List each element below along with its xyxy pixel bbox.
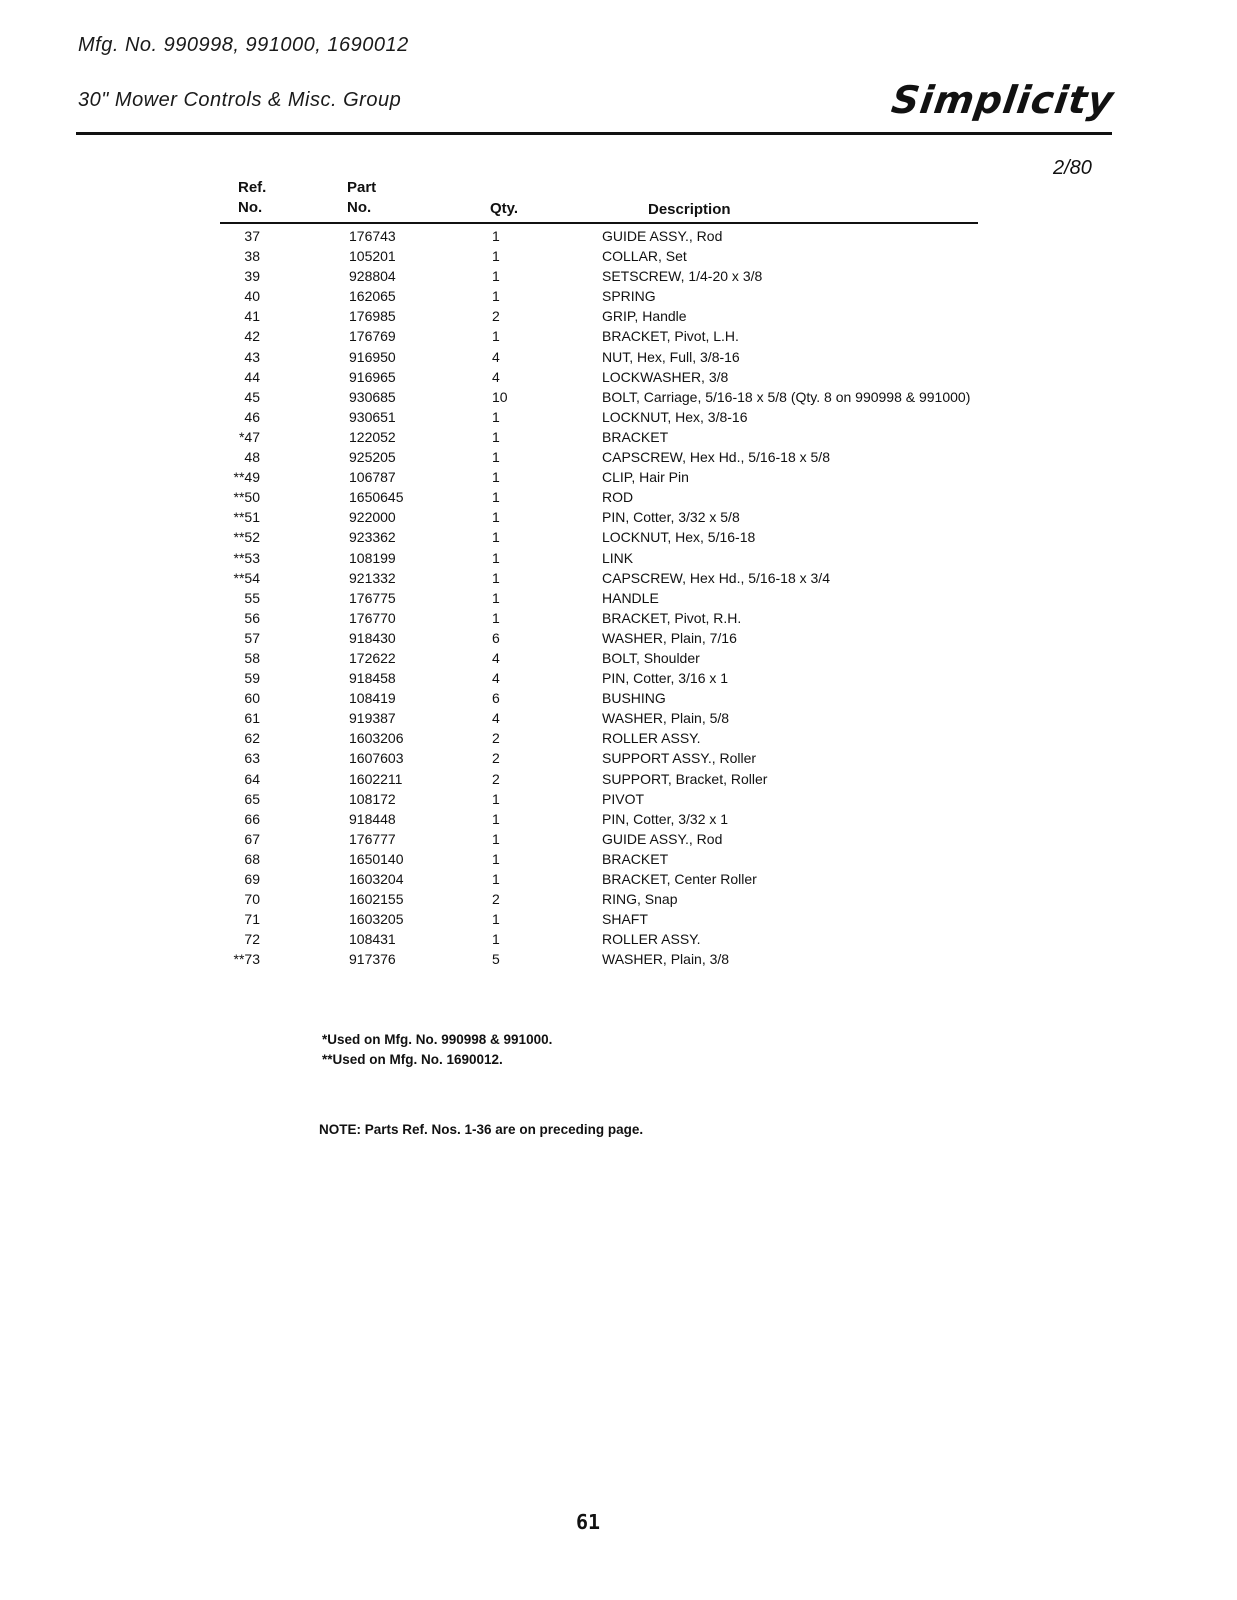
table-row [0,769,1237,789]
qty-cell: 1 [492,428,500,445]
table-header-rule [220,222,978,224]
qty-cell: 4 [492,670,500,687]
header-rule [76,132,1112,135]
part-no-cell: 122052 [349,428,396,445]
qty-cell: 1 [492,529,500,546]
description-cell: BUSHING [602,690,666,707]
table-row [0,326,1237,346]
table-row [0,869,1237,889]
qty-cell: 1 [492,871,500,887]
mfg-number-line: Mfg. No. 990998, 991000, 1690012 [78,34,409,56]
table-row [0,809,1237,829]
ref-no-cell: 64 [244,770,260,787]
table-row [0,347,1237,367]
description-cell: BRACKET [602,850,669,867]
part-header-line2: No. [347,199,372,216]
description-cell: PIVOT [602,790,645,807]
ref-no-cell: 59 [244,670,260,687]
description-cell: SETSCREW, 1/4-20 x 3/8 [602,268,763,285]
description-cell: BRACKET, Pivot, R.H. [602,609,742,626]
table-row [0,447,1237,467]
group-title: 30" Mower Controls & Misc. Group [78,89,402,111]
table-row [0,568,1237,588]
qty-cell: 1 [492,408,500,425]
part-no-cell: 1603205 [349,911,404,928]
table-row [0,387,1237,407]
part-no-cell: 176770 [349,609,396,626]
description-cell: BOLT, Carriage, 5/16-18 x 5/8 (Qty. 8 on 990998 & 991000) [602,388,971,405]
qty-cell: 2 [492,730,500,747]
qty-cell: 1 [492,931,500,948]
qty-cell: 4 [492,649,500,666]
table-row [0,688,1237,708]
description-cell: COLLAR, Set [602,248,687,265]
ref-no-cell: 69 [244,871,260,887]
qty-cell: 1 [492,830,500,847]
qty-cell: 4 [492,368,500,385]
ref-no-cell: 46 [244,408,260,425]
qty-cell: 1 [492,549,500,566]
qty-cell: 1 [492,248,500,265]
description-cell: SPRING [602,288,656,305]
page-number: 61 [576,1510,601,1534]
qty-cell: 2 [492,308,500,325]
description-cell: NUT, Hex, Full, 3/8-16 [602,348,740,365]
part-no-cell: 922000 [349,509,396,526]
description-cell: SUPPORT, Bracket, Roller [602,770,768,787]
part-no-cell: 1603204 [349,871,404,887]
part-no-cell: 108419 [349,690,396,707]
ref-no-cell: 63 [244,750,260,767]
table-row [0,588,1237,608]
description-cell: PIN, Cotter, 3/16 x 1 [602,670,729,687]
ref-no-cell: **51 [233,509,260,526]
part-no-cell: 918448 [349,810,396,827]
qty-cell: 1 [492,790,500,807]
part-no-cell: 919387 [349,710,396,727]
ref-no-cell: 37 [244,228,260,244]
part-no-cell: 108199 [349,549,396,566]
ref-no-cell: *47 [238,428,260,445]
qty-cell: 1 [492,489,500,506]
ref-no-cell: 62 [244,730,260,747]
table-row [0,748,1237,768]
part-no-cell: 930685 [349,388,396,405]
qty-cell: 10 [492,388,508,405]
part-no-cell: 918430 [349,629,396,646]
table-row [0,628,1237,648]
description-cell: CAPSCREW, Hex Hd., 5/16-18 x 3/4 [602,569,830,586]
ref-no-cell: 55 [244,589,260,606]
table-row [0,829,1237,849]
qty-cell: 1 [492,449,500,466]
qty-cell: 6 [492,629,500,646]
column-header-qty: Qty. [490,200,519,217]
description-cell: PIN, Cotter, 3/32 x 1 [602,810,729,827]
qty-cell: 2 [492,891,500,908]
part-no-cell: 108431 [349,931,396,948]
ref-no-cell: 41 [244,308,260,325]
ref-no-cell: 42 [244,328,260,345]
ref-no-cell: 61 [244,710,260,727]
table-row [0,527,1237,547]
part-no-cell: 1602211 [349,770,403,787]
ref-no-cell: 58 [244,649,260,666]
description-cell: WASHER, Plain, 3/8 [602,951,730,968]
qty-cell: 1 [492,609,500,626]
part-no-cell: 916950 [349,348,396,365]
ref-no-cell: 38 [244,248,260,265]
table-row [0,306,1237,326]
qty-cell: 1 [492,469,500,486]
table-row [0,467,1237,487]
ref-no-cell: 45 [244,388,260,405]
ref-no-cell: 48 [244,449,260,466]
table-row [0,668,1237,688]
table-row [0,367,1237,387]
qty-cell: 6 [492,690,500,707]
part-no-cell: 923362 [349,529,396,546]
revision-date: 2/80 [1053,157,1092,179]
description-cell: BRACKET, Center Roller [602,871,757,887]
table-row [0,407,1237,427]
part-no-cell: 108172 [349,790,396,807]
ref-no-cell: 40 [244,288,260,305]
ref-no-cell: **54 [233,569,260,586]
part-no-cell: 918458 [349,670,396,687]
table-row [0,789,1237,809]
qty-cell: 1 [492,268,500,285]
description-cell: SUPPORT ASSY., Roller [602,750,757,767]
part-no-cell: 1650645 [349,489,404,506]
qty-cell: 5 [492,951,500,968]
footnote-double-star: **Used on Mfg. No. 1690012. [322,1052,503,1067]
column-header-part-no [347,178,376,218]
description-cell: WASHER, Plain, 5/8 [602,710,730,727]
table-row [0,507,1237,527]
ref-no-cell: **52 [233,529,260,546]
description-cell: ROLLER ASSY. [602,931,701,948]
part-no-cell: 1602155 [349,891,404,908]
description-cell: RING, Snap [602,891,678,908]
description-cell: BRACKET, Pivot, L.H. [602,328,739,345]
qty-cell: 2 [492,750,500,767]
description-cell: LOCKNUT, Hex, 5/16-18 [602,529,756,546]
qty-cell: 1 [492,228,500,244]
description-cell: ROD [602,489,634,506]
part-no-cell: 925205 [349,449,396,466]
part-no-cell: 1603206 [349,730,404,747]
qty-cell: 2 [492,770,500,787]
table-row [0,226,1237,246]
table-row [0,728,1237,748]
ref-no-cell: **50 [233,489,260,506]
qty-cell: 4 [492,348,500,365]
ref-no-cell: 66 [244,810,260,827]
description-cell: HANDLE [602,589,659,606]
ref-no-cell: **49 [233,469,260,486]
description-cell: CAPSCREW, Hex Hd., 5/16-18 x 5/8 [602,449,830,466]
ref-no-cell: 56 [244,609,260,626]
description-cell: BRACKET [602,428,669,445]
footnote-single-star: *Used on Mfg. No. 990998 & 991000. [322,1032,553,1047]
ref-no-cell: **73 [233,951,260,968]
part-no-cell: 921332 [349,569,396,586]
part-no-cell: 917376 [349,951,396,968]
table-row [0,246,1237,266]
description-cell: PIN, Cotter, 3/32 x 5/8 [602,509,740,526]
part-no-cell: 176775 [349,589,396,606]
table-row [0,427,1237,447]
simplicity-logo: Simplicity [888,78,1117,122]
description-cell: ROLLER ASSY. [602,730,701,747]
ref-no-cell: 67 [244,830,260,847]
ref-no-cell: **53 [233,549,260,566]
table-row [0,849,1237,869]
ref-no-cell: 57 [244,629,260,646]
qty-cell: 1 [492,509,500,526]
part-no-cell: 930651 [349,408,396,425]
table-row [0,929,1237,949]
preceding-page-note: NOTE: Parts Ref. Nos. 1-36 are on preceding page. [319,1122,644,1137]
part-no-cell: 176743 [349,228,396,244]
part-no-cell: 105201 [349,248,396,265]
part-no-cell: 1607603 [349,750,404,767]
part-no-cell: 176985 [349,308,396,325]
qty-cell: 1 [492,328,500,345]
table-row [0,909,1237,929]
ref-no-cell: 60 [244,690,260,707]
table-row [0,608,1237,628]
part-no-cell: 176777 [349,830,396,847]
part-no-cell: 106787 [349,469,396,486]
table-row [0,949,1237,969]
table-row [0,286,1237,306]
table-row [0,548,1237,568]
column-header-ref-no [238,178,266,218]
description-cell: GUIDE ASSY., Rod [602,228,723,244]
description-cell: GUIDE ASSY., Rod [602,830,723,847]
qty-cell: 1 [492,589,500,606]
description-cell: CLIP, Hair Pin [602,469,689,486]
parts-table-body [0,226,1237,969]
part-no-cell: 1650140 [349,850,404,867]
ref-no-cell: 70 [244,891,260,908]
part-no-cell: 176769 [349,328,396,345]
description-cell: LOCKNUT, Hex, 3/8-16 [602,408,748,425]
qty-cell: 1 [492,288,500,305]
description-cell: WASHER, Plain, 7/16 [602,629,737,646]
ref-no-cell: 72 [244,931,260,948]
ref-no-cell: 68 [244,850,260,867]
qty-cell: 1 [492,810,500,827]
part-no-cell: 162065 [349,288,396,305]
description-cell: BOLT, Shoulder [602,649,700,666]
ref-no-cell: 43 [244,348,260,365]
qty-cell: 1 [492,569,500,586]
ref-header-line1: Ref. [238,179,267,196]
table-row [0,889,1237,909]
ref-header-line2: No. [238,199,263,216]
part-header-line1: Part [347,179,377,196]
ref-no-cell: 39 [244,268,260,285]
part-no-cell: 916965 [349,368,396,385]
column-header-description: Description [648,201,731,218]
table-row [0,266,1237,286]
description-cell: LINK [602,549,634,566]
description-cell: GRIP, Handle [602,308,687,325]
part-no-cell: 172622 [349,649,396,666]
table-row [0,487,1237,507]
qty-cell: 1 [492,911,500,928]
table-row [0,648,1237,668]
ref-no-cell: 71 [244,911,260,928]
description-cell: SHAFT [602,911,648,928]
qty-cell: 4 [492,710,500,727]
ref-no-cell: 65 [244,790,260,807]
part-no-cell: 928804 [349,268,396,285]
description-cell: LOCKWASHER, 3/8 [602,368,729,385]
qty-cell: 1 [492,850,500,867]
table-row [0,708,1237,728]
ref-no-cell: 44 [244,368,260,385]
